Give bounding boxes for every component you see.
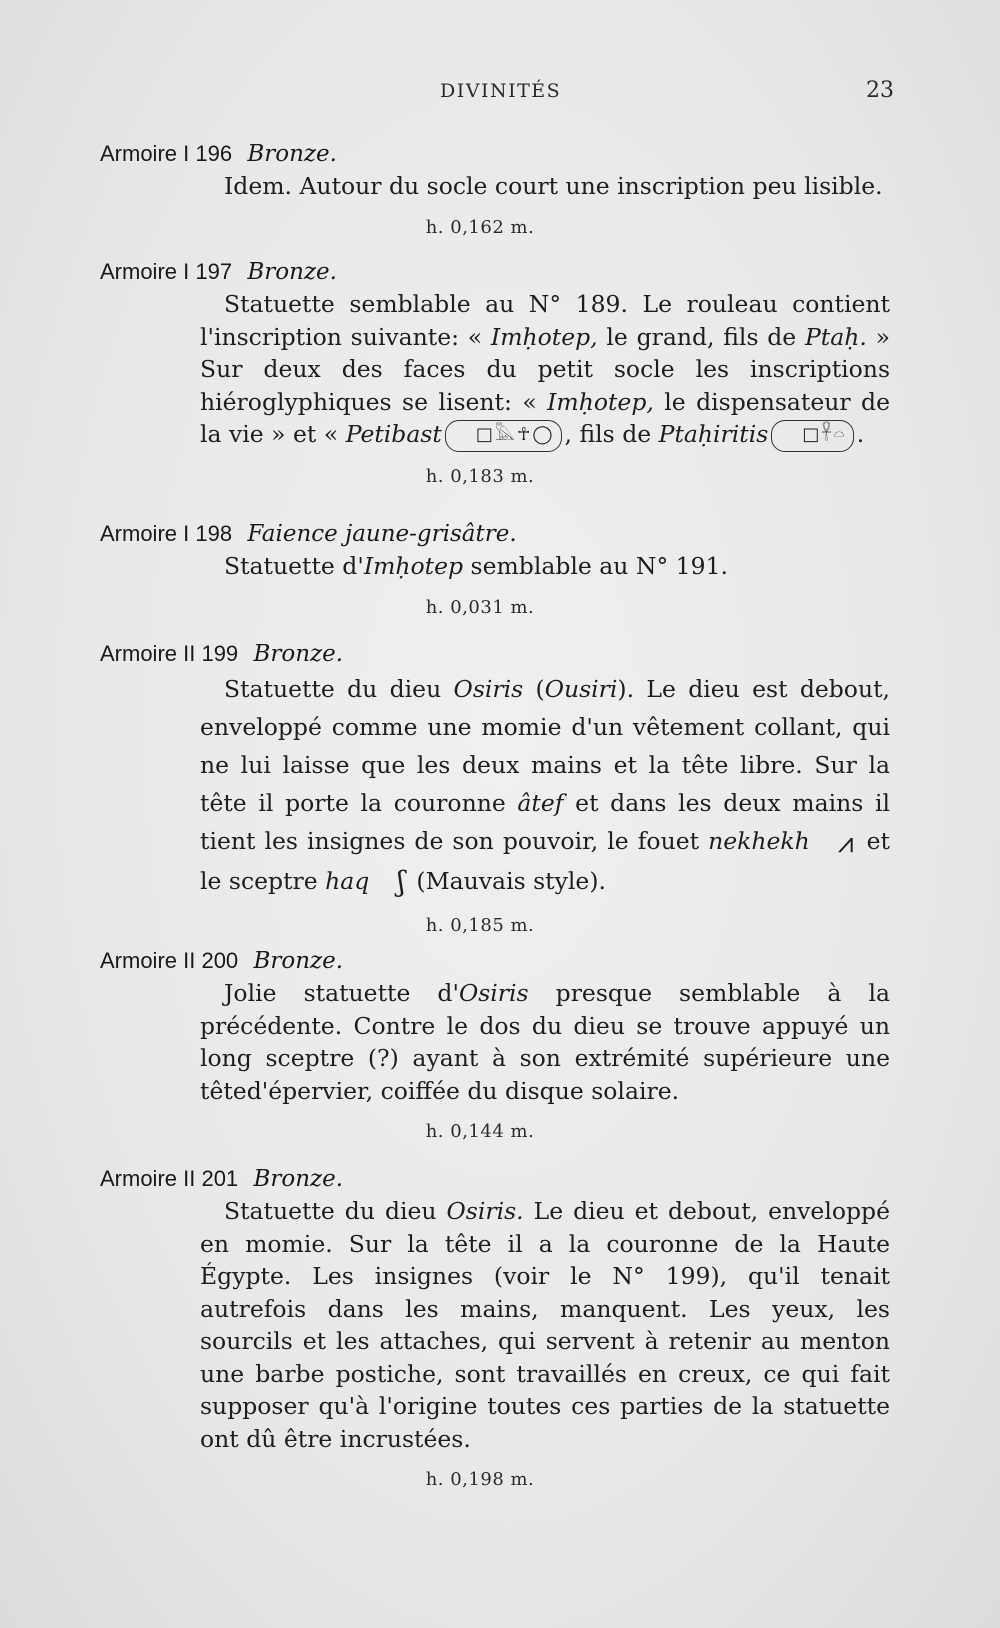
italic-run: nekhekh (708, 827, 810, 855)
text-run: Statuette du dieu (224, 675, 454, 703)
entry-heading (100, 518, 900, 550)
entry-height: h. 0,183 m. (425, 465, 535, 487)
entry-paragraph (200, 550, 890, 583)
catalog-entry-201 (100, 1163, 900, 1490)
text-run: Statuette semblable au N° 189. Le rouleau contient l'inscription suivante: « (200, 290, 890, 351)
text-run: ). Le dieu est debout, enveloppé comme une momie d'un vêtement collant, qui ne lui laisse que les deux mains et la tête libre. Sur la tête il porte la couronne (200, 675, 891, 817)
italic-run: Ptaḥiritis (658, 420, 769, 448)
text-run: ( (523, 675, 545, 703)
entry-heading (100, 638, 900, 670)
italic-run: Ousiri (544, 675, 618, 703)
text-run: Statuette d' (224, 552, 364, 580)
italic-run: Ptaḥ. (804, 322, 867, 351)
entry-height: h. 0,144 m. (425, 1121, 535, 1142)
catalog-entry-198 (100, 518, 900, 618)
italic-run: Osiris (458, 979, 529, 1007)
italic-run: Imḥotep, (547, 387, 654, 416)
text-run: et le sceptre (200, 827, 890, 895)
running-title: DIVINITÉS (440, 80, 562, 102)
hieroglyph-cartouche-icon: □𓋹𓏏 (771, 420, 853, 452)
entry-material: Bronze. (247, 259, 337, 285)
entry-paragraph (200, 670, 890, 901)
entry-material: Faience jaune-grisâtre. (247, 521, 517, 547)
entry-material: Bronze. (253, 641, 344, 667)
italic-run: Petibast (345, 420, 442, 448)
italic-run: Imḥotep, (490, 322, 598, 351)
page-number: 23 (866, 78, 894, 103)
text-run: » Sur deux des faces du petit socle les inscriptions hiéroglyphiques se lisent: « (200, 322, 890, 416)
entry-description (200, 977, 890, 1107)
entry-location: Armoire I 196 (100, 141, 233, 166)
catalog-entry-199 (100, 638, 900, 936)
entry-description (200, 170, 890, 203)
entry-description (200, 670, 890, 901)
text-run: presque semblable à la précédente. Contre le dos du dieu se trouve appuyé un long sceptre (?) ayant à son extrémité supérieure une têted'épervier, coiffée du disque solaire. (200, 979, 890, 1105)
entry-heading (100, 138, 900, 170)
page-header (0, 78, 1000, 108)
entry-material: Bronze. (253, 948, 344, 974)
italic-run: haq (325, 866, 370, 895)
sceptre-glyph-icon: ʃ (397, 865, 405, 898)
text-run: et dans les deux mains il tient les insignes de son pouvoir, le fouet (200, 789, 890, 855)
entry-location: Armoire II 200 (100, 948, 239, 973)
entry-height: h. 0,185 m. (425, 915, 535, 936)
entry-description (200, 1195, 890, 1455)
italic-run: âtef (517, 789, 564, 817)
entry-location: Armoire II 199 (100, 641, 239, 666)
catalog-entry-200 (100, 945, 900, 1142)
entry-paragraph (200, 977, 890, 1107)
entry-paragraph: Idem. Autour du socle court une inscription peu lisible. (224, 172, 883, 200)
italic-run: Osiris. (446, 1197, 524, 1225)
text-run: . (856, 420, 865, 448)
entry-height: h. 0,198 m. (425, 1469, 535, 1490)
entry-location: Armoire I 198 (100, 521, 233, 546)
flail-glyph-icon: ⩘ (837, 825, 854, 859)
text-run: (Mauvais style). (408, 866, 606, 895)
text-run: Statuette du dieu (224, 1197, 447, 1225)
catalog-entry-196 (100, 138, 900, 238)
entry-description (200, 550, 890, 583)
entry-height: h. 0,162 m. (425, 216, 535, 238)
entry-paragraph (200, 288, 890, 452)
entry-heading (100, 256, 900, 288)
text-run: Jolie statuette d' (224, 979, 459, 1007)
entry-description (200, 288, 890, 452)
text-run: semblable au N° 191. (463, 552, 729, 580)
entry-heading (100, 945, 900, 977)
entry-paragraph (200, 1195, 890, 1455)
entry-heading (100, 1163, 900, 1195)
catalog-entry-197 (100, 256, 900, 487)
entry-height: h. 0,031 m. (425, 596, 535, 618)
text-run: le dispensateur de la vie » et « (200, 387, 890, 448)
text-run: Le dieu et debout, enveloppé en momie. Sur la tête il a la couronne de la Haute Égypte. Les insignes (voir le N° 199), qu'il tenait autrefois dans les mains, manquent. Les yeux, les sourcils et les attaches, qui servent à retenir au menton une barbe postiche, sont travaillés en creux, ce qui fait supposer qu'à l'origine toutes ces parties de la statuette ont dû être incrustées. (200, 1197, 890, 1453)
entry-material: Bronze. (253, 1166, 344, 1192)
entry-material: Bronze. (247, 141, 337, 167)
hieroglyph-cartouche-icon: □𓅓☥◯ (445, 420, 562, 452)
entry-location: Armoire I 197 (100, 259, 233, 284)
italic-run: Osiris (453, 675, 524, 703)
italic-run: Imḥotep (363, 552, 464, 580)
text-run: , fils de (564, 420, 659, 448)
entry-location: Armoire II 201 (100, 1166, 239, 1191)
text-run: le grand, fils de (597, 322, 805, 351)
